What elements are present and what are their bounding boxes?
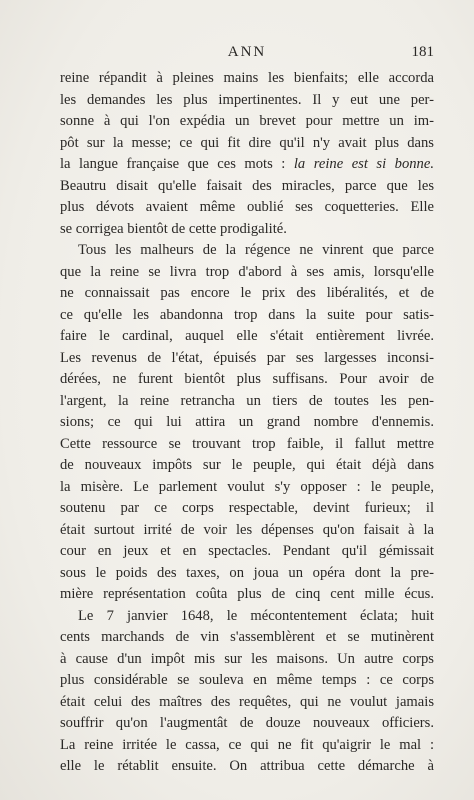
- running-title: ANN: [227, 44, 267, 60]
- text-line: l'argent, la reine retrancha un tiers de toutes les pen-: [60, 392, 434, 409]
- text-line: dérées, ne furent bientôt plus suffisans. Pour avoir de: [60, 371, 434, 387]
- text-line: était celui des maîtres des requêtes, qui ne voulut jamais: [60, 693, 434, 710]
- page-number: 181: [411, 44, 434, 60]
- text-line: mière représentation coûta plus de cinq cent mille écus.: [60, 586, 434, 602]
- text-line: la misère. Le parlement voulut s'y opposer : le peuple,: [60, 478, 434, 495]
- text-line: reine répandit à pleines mains les bienfaits; elle accorda: [60, 70, 434, 86]
- text-line: Les revenus de l'état, épuisés par ses largesses inconsi-: [60, 349, 434, 366]
- text-line: les demandes les plus impertinentes. Il y eut une per-: [60, 91, 434, 108]
- text-line: à cause d'un impôt mis sur les maisons. Un autre corps: [60, 650, 434, 667]
- text-line: plus considérable se souleva en même temps : ce corps: [60, 672, 434, 688]
- text-line: ce qu'elle les abandonna trop dans la suite pour satis-: [60, 306, 434, 323]
- text-line: soutenu par ce corps respectable, devint furieux; il: [60, 500, 434, 516]
- italic-phrase: la reine est si bonne.: [293, 156, 434, 172]
- text-line: de nouveaux impôts sur le peuple, qui était déjà dans: [60, 457, 434, 473]
- text-line: elle le rétablit ensuite. On attribua cette démarche à: [60, 758, 434, 774]
- text-line: Le 7 janvier 1648, le mécontentement éclata; huit: [78, 607, 434, 624]
- text-line: Cette ressource se trouvant trop faible, il fallut mettre: [60, 435, 434, 452]
- body-text: [60, 68, 434, 778]
- text-line: cents marchands de vin s'assemblèrent et se mutinèrent: [60, 629, 434, 645]
- text-line: sonne à qui l'on expédia un brevet pour mettre un im-: [60, 113, 434, 129]
- text-line: cour en jeux et en spectacles. Pendant qu'il gémissait: [60, 543, 434, 559]
- text-line: sions; ce qui lui attira un grand nombre d'ennemis.: [60, 414, 434, 430]
- text-line: faire le cardinal, auquel elle s'était entièrement livrée.: [60, 328, 434, 344]
- text-line: sous le poids des taxes, on joua un opéra dont la pre-: [60, 564, 434, 581]
- text-line: était surtout irrité de voir les dépenses qu'on faisait à la: [60, 521, 434, 538]
- text-line: se corrigea bientôt de cette prodigalité.: [60, 220, 287, 237]
- text-line: souffrir qu'on l'augmentât de douze nouveaux officiers.: [60, 715, 434, 731]
- text-line: que la reine se livra trop d'abord à ses amis, lorsqu'elle: [60, 263, 434, 280]
- text-line: Tous les malheurs de la régence ne vinrent que parce: [78, 242, 434, 258]
- text-line: Beautru disait qu'elle faisait des miracles, parce que les: [60, 177, 434, 194]
- text-line: ne connaissait pas encore le prix des libéralités, et de: [60, 285, 434, 301]
- text-line: la langue française que ces mots : la reine est si bonne.: [60, 156, 434, 172]
- running-head: [60, 44, 434, 64]
- text-line: pôt sur la messe; ce qui fit dire qu'il n'y avait plus dans: [60, 134, 434, 151]
- text-line: plus dévots avaient même oublié ses coquetteries. Elle: [60, 199, 434, 215]
- text-line: La reine irritée le cassa, ce qui ne fit qu'aigrir le mal :: [60, 736, 434, 753]
